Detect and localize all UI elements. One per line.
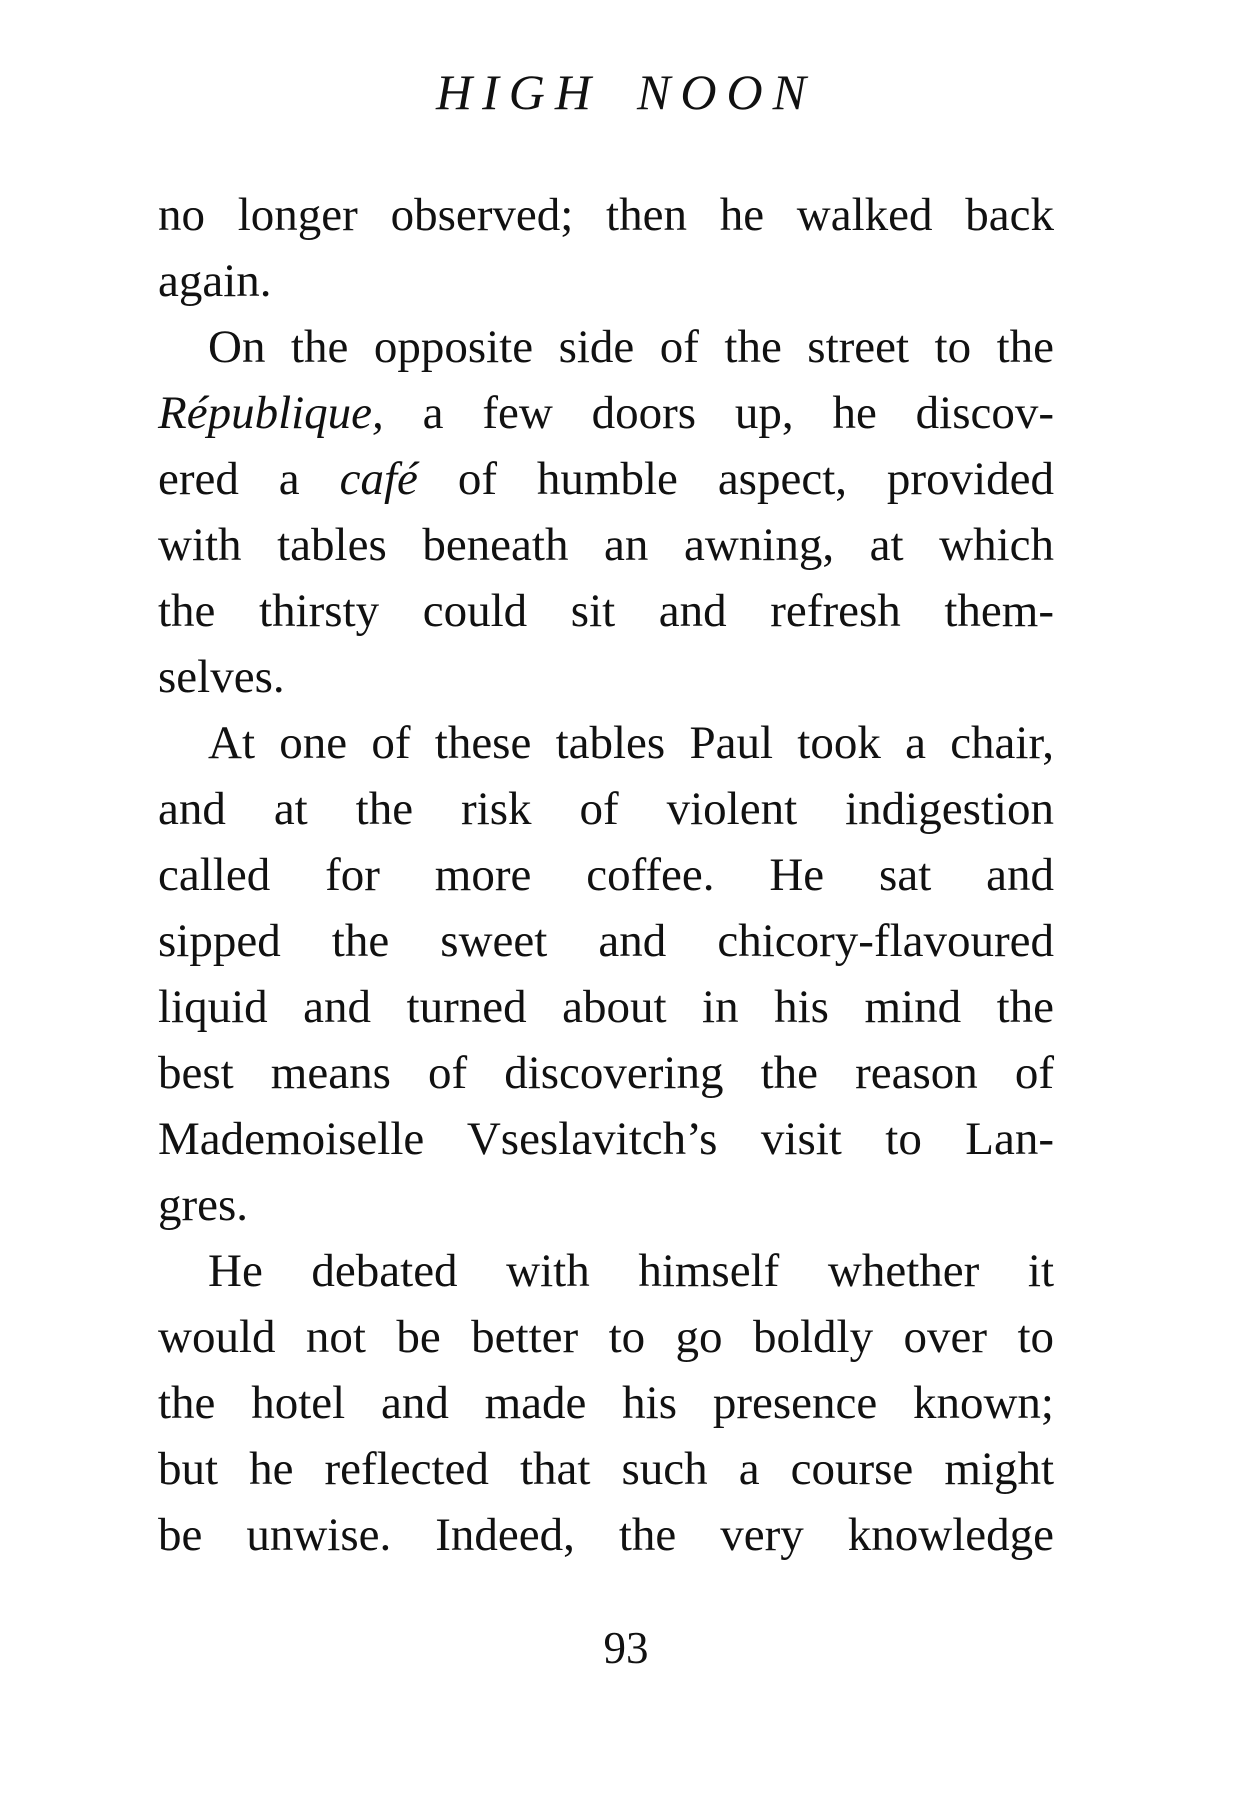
text-line: sipped the sweet and chicory-flavoured — [158, 915, 1054, 967]
text-line: but he reflected that such a course might — [158, 1443, 1054, 1495]
paragraph-start-line: On the opposite side of the street to the — [208, 321, 1054, 373]
text-line: and at the risk of violent indigestion — [158, 783, 1054, 835]
italic-word: café — [339, 453, 418, 505]
text-line: the thirsty could sit and refresh them- — [158, 585, 1054, 637]
text-line — [158, 380, 1054, 446]
text-run: a few doors up, he discov- — [383, 387, 1054, 439]
text-line: the hotel and made his presence known; — [158, 1377, 1054, 1429]
text-line: no longer observed; then he walked back — [158, 189, 1054, 241]
text-line: would not be better to go boldly over to — [158, 1311, 1054, 1363]
body-text — [158, 182, 1054, 1568]
text-line — [158, 446, 1054, 512]
running-head — [0, 62, 1252, 122]
text-run: of humble aspect, provided — [417, 453, 1054, 505]
text-line: again. — [158, 255, 272, 307]
paragraph-start-line: At one of these tables Paul took a chair, — [208, 717, 1054, 769]
text-line: be unwise. Indeed, the very knowledge — [158, 1509, 1054, 1561]
text-line: gres. — [158, 1179, 249, 1231]
text-run: ered a — [158, 453, 340, 505]
text-line: best means of discovering the reason of — [158, 1047, 1054, 1099]
running-head-word-2: NOON — [637, 64, 816, 120]
text-line: with tables beneath an awning, at which — [158, 519, 1054, 571]
text-line: called for more coffee. He sat and — [158, 849, 1054, 901]
text-line: selves. — [158, 651, 285, 703]
page-number: 93 — [603, 1623, 649, 1673]
text-line: Mademoiselle Vseslavitch’s visit to Lan- — [158, 1113, 1054, 1165]
running-head-word-1: HIGH — [436, 64, 602, 120]
italic-word: République, — [158, 387, 384, 439]
paragraph-start-line: He debated with himself whether it — [208, 1245, 1054, 1297]
text-line: liquid and turned about in his mind the — [158, 981, 1054, 1033]
